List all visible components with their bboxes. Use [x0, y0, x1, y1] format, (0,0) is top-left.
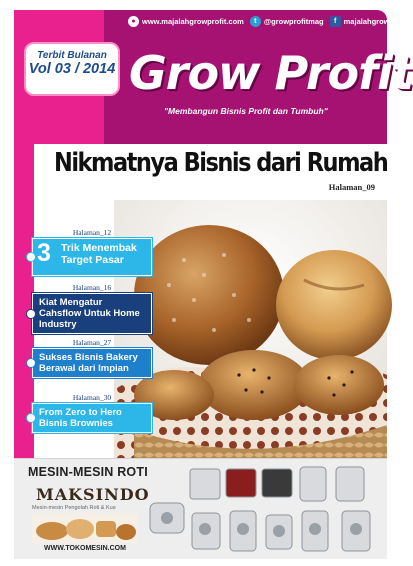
ad-website[interactable]: WWW.TOKOMESIN.COM: [44, 545, 126, 552]
article-page-ref: Halaman_27: [72, 338, 112, 347]
bread-basket-photo: [114, 200, 387, 462]
article-teaser[interactable]: [32, 228, 152, 276]
bullet-dot-icon: [27, 310, 35, 318]
ad-machines-image: [146, 463, 384, 557]
social-bar: [104, 10, 409, 32]
magazine-logo: Grow Profit: [129, 46, 413, 100]
facebook-text: majalahgrowprofit: [343, 16, 409, 26]
article-title: Trik Menembak Target Pasar: [61, 242, 137, 266]
article-box: [32, 238, 152, 276]
globe-icon: ●: [128, 16, 139, 27]
facebook-link[interactable]: [330, 16, 409, 27]
headline-page-ref: Halaman_09: [328, 182, 375, 192]
magazine-tagline: "Membangun Bisnis Profit dan Tumbuh": [164, 106, 328, 116]
article-title: Kiat Mengatur Cahsflow Untuk Home Industry: [39, 297, 140, 330]
article-teaser[interactable]: [32, 393, 152, 433]
article-title: Sukses Bisnis Bakery Berawal dari Impian: [39, 352, 138, 374]
issue-badge: [24, 42, 120, 96]
article-page-ref: Halaman_30: [72, 393, 112, 402]
article-teaser[interactable]: [32, 283, 152, 334]
cover-headline: Nikmatnya Bisnis dari Rumah: [54, 148, 388, 178]
article-box: [32, 348, 152, 378]
twitter-bird-icon: t: [250, 16, 261, 27]
website-text: www.majalahgrowprofit.com: [142, 16, 244, 26]
twitter-text: @growprofitmag: [263, 16, 324, 26]
article-number: 3: [37, 239, 51, 267]
website-link[interactable]: [128, 16, 244, 27]
magazine-cover: [14, 10, 413, 558]
ad-brand-logo: MAKSINDO: [36, 485, 150, 504]
ad-brand-subtitle: Mesin-mesin Pengolah Roti & Kue: [32, 505, 116, 511]
article-page-ref: Halaman_16: [72, 283, 112, 292]
facebook-icon: f: [330, 16, 341, 27]
ad-title: MESIN-MESIN ROTI: [28, 465, 148, 479]
article-box: [32, 403, 152, 433]
bakery-machine-ad[interactable]: [14, 458, 387, 559]
bullet-dot-icon: [27, 414, 35, 422]
ad-bread-image: [32, 513, 138, 543]
issue-volume: Vol 03 / 2014: [28, 61, 116, 77]
bullet-dot-icon: [27, 359, 35, 367]
twitter-link[interactable]: [250, 16, 324, 27]
bullet-dot-icon: [27, 253, 35, 261]
left-accent-strip: [14, 144, 34, 458]
article-title: From Zero to Hero Bisnis Brownies: [39, 407, 122, 429]
article-box: [32, 293, 152, 334]
article-page-ref: Halaman_12: [72, 228, 112, 237]
article-teaser[interactable]: [32, 338, 152, 378]
issue-label: Terbit Bulanan: [37, 50, 107, 61]
